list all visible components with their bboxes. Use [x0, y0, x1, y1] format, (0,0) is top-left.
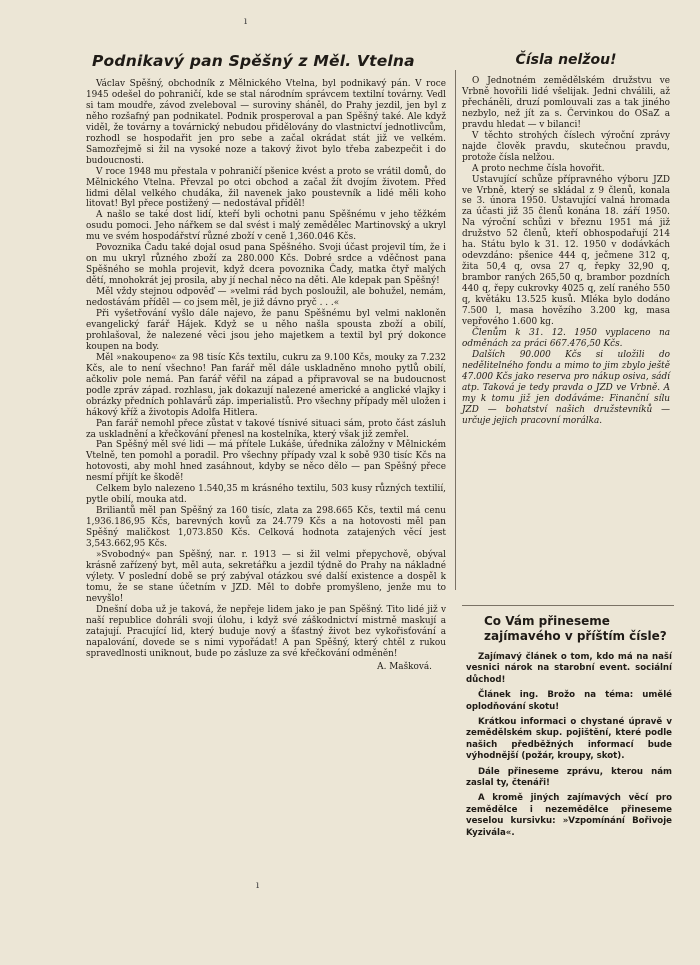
left-paragraph: »Svobodný« pan Spěšný, nar. r. 1913 — si žil velmi přepychově, obýval krásně zařízený byt, měl auta, sekretářku a jezdil týdně do Prahy na nákladné výlety. V poslední době se prý zabýval otázkou své další existence a dospěl k tomu, že se stane účetním v JZD. Měl to dobře promyšleno, jenže mu to nevyšlo! [86, 549, 446, 604]
left-paragraph: Povoznika Čadu také dojal osud pana Spěšného. Svoji účast projevil tím, že i on mu ukryl různého zboží za 280.000 Kčs. Dobré srdce a vděčnost pana Spěšného se mohla projevit, když dcera povoznika Čady, matka čtyř malých dětí, mnohokrát jej prosila, aby jí nechal něco na děti. Ale kdepak pan Spěšný! [86, 243, 446, 287]
left-paragraph: Dnešní doba už je taková, že nepřeje lidem jako je pan Spěšný. Tito lidé již v naší republice dohráli svoji úlohu, i když své záškodnictví mistrně maskují a zatajují. Pracující lid, který buduje nový a šťastný život bez vykořisťování a napalování, dovede se s nimi vypořádat! A pan Spěšný, který chtěl z rukou spravedlnosti uniknout, bude po zásluze za své křečkování odměněn! [86, 604, 446, 659]
right-italic-paragraph: Členům k 31. 12. 1950 vyplaceno na odměnách za práci 667.476,50 Kčs. [462, 327, 670, 349]
left-paragraph: V roce 1948 mu přestala v pohraničí pšenice kvést a proto se vrátil domů, do Mělnického Vtelna. Převzal po otci obchod a začal žít dvojím životem. Před lidmi dělal velkého chudáka, žil navenek jako poustevník a lidé měli koho litovat! Byl přece postižený — nedostával přiděl! [86, 166, 446, 210]
left-paragraph: Měl vždy stejnou odpověď — »velmi rád bych posloužil, ale bohužel, nemám, nedostávám příděl — co jsem měl, je již dávno pryč . . .« [86, 287, 446, 309]
right-paragraph: Ustavující schůze přípravného výboru JZD ve Vrbně, který se skládal z 9 členů, konala se 3. února 1950. Ustavující valná hromada za účasti již 35 členů konána 18. září 1950. Na výroční schůzi v březnu 1951 má již družstvo 52 členů, kteří obhospodařují 214 ha. Státu bylo k 31. 12. 1950 v dodávkách odevzdáno: pšenice 444 q, ječmene 312 q, žita 50,4 q, ovsa 27 q, řepky 32,90 q, brambor raných 265,50 q, brambor pozdních 440 q, řepy cukrovky 4025 q, zelí raného 550 q, květáku 13.525 kusů. Mléka bylo dodáno 7.500 l, masa hovězího 3.200 kg, masa vepřového 1.600 kg. [462, 174, 670, 327]
section-divider [462, 605, 674, 606]
article-signature: A. Mašková. [377, 661, 432, 672]
left-paragraph: Při vyšetřování vyšlo dále najevo, že panu Spěšnému byl velmi nakloněn evangelický farář Hájek. Když se u něho našla spousta zboží a obilí, prohlašoval, že nalezené věci jsou jeho majetkem a textil byl prý dokonce koupen na body. [86, 309, 446, 352]
left-paragraph: Měl »nakoupeno« za 98 tisíc Kčs textilu, cukru za 9.100 Kčs, mouky za 7.232 Kčs, ale to není všechno! Pan farář měl dále uskladněno mnoho pytlů obilí, ačkoliv pole nemá. Pan farář věřil na západ a připravoval se na budoucnost podle zpráv západ. rozhlasu, jak dokazují nalezené americké a anglické vlajky i obrázky předních pohlavárů záp. imperialistů. Pro všechny případy měl uložen i hákový kříž a životopis Adolfa Hitlera. [86, 352, 446, 418]
right-italic-paragraph: Dalších 90.000 Kčs si uložili do nedělitelného fondu a mimo to jim zbylo ještě 47.000 Kčs jako reserva pro nákup osiva, sádí atp. Taková je tedy pravda o JZD ve Vrbně. A my k tomu již jen dodáváme: Finanční sílu JZD — bohatství našich družstevníků — určuje jejich pracovní morálka. [462, 349, 670, 426]
next-issue-title: Co Vám přineseme zajímavého v příštím čísle? [484, 614, 667, 643]
next-issue-item: Zajímavý článek o tom, kdo má na naší vesnici nárok na starobní event. sociální důchod! [466, 652, 672, 685]
left-paragraph: Pan Spěšný měl své lidi — má přítele Lukáše, úřednika záložny v Mělnickém Vtelně, ten pomohl a poradil. Pro všechny případy vzal k sobě 930 tisíc Kčs na hotovosti, aby mohl hned zasáhnout, kdyby se něco dělo — pan Spěšný přece nesmí přijít ke škodě! [86, 440, 446, 484]
left-paragraph: Václav Spěšný, obchodník z Mělnického Vtelna, byl podnikavý pán. V roce 1945 odešel do pohraničí, kde se stal národním správcem textilní továrny. Vedl si tam moudře, závod zveleboval — suroviny sháněl, do Prahy jezdil, jen byl z něho rozšafný pan podnikatel. Podnik prosperoval a pan Spěšný také. Ale když viděl, že továrny a továrnický nebudou přidělovány do vlastnictví jednotlivcům, rozhodl se hospodařit jen pro sebe a začal okrádat stát již ve velkém. Samozřejmě si žil na vysoké noze a takový život bylo třeba zabezpečit i do budoucnosti. [86, 79, 446, 166]
print-mark: ı [244, 16, 248, 27]
next-issue-box [466, 614, 672, 843]
right-article [462, 52, 670, 427]
left-paragraph: A našlo se také dost lidí, kteří byli ochotni panu Spěšnému v jeho těžkém osudu pomoci. Jeho nářkem se dal svést i malý zemědělec Martinovský a ukryl mu ve svém hospodářství různé zboží v ceně 1,360.046 Kčs. [86, 210, 446, 243]
right-paragraph: V těchto strohých číslech výroční zprávy najde člověk pravdu, skutečnou pravdu, protože čísla nelžou. [462, 130, 670, 163]
left-paragraph: Pan farář nemohl přece zůstat v takové tísnivé situaci sám, proto část zásluh za uskladnění a křečkování přenesl na kostelníka, který však již zemřel. [86, 418, 446, 440]
next-issue-item: Článek ing. Brožo na téma: umělé oplodňování skotu! [466, 690, 672, 712]
next-issue-item: Dále přineseme zprávu, kterou nám zaslal ty, čtenáři! [466, 766, 672, 789]
print-mark: ı [256, 880, 260, 891]
right-paragraph: O Jednotném zemědělském družstvu ve Vrbně hovořili lidé všelijak. Jedni chválili, až přecháněli, druzí pomlouvali zas a tak jiného nezbylo, než jít za s. Červinkou do OSaZ a pravdu hledat — v bilanci! [462, 76, 670, 130]
next-issue-item: A kromě jiných zajímavých věcí pro zemědělce i nezemědělce přineseme veselou kursivku: »Vzpomínání Bořivoje Kyzivála«. [466, 793, 672, 838]
left-article-title: Podnikavý pan Spěšný z Měl. Vtelna [92, 52, 415, 70]
right-paragraph: A proto nechme čísla hovořit. [472, 163, 605, 174]
left-paragraph: Briliantů měl pan Spěšný za 160 tisíc, zlata za 298.665 Kčs, textil má cenu 1,936.186,95 Kčs, barevných kovů za 24.779 Kčs a na hotovosti měl pan Spěšný maličkost 1,073.850 Kčs. Celková hodnota zatajených věcí jest 3,543.662,95 Kčs. [86, 506, 446, 550]
left-article [86, 52, 446, 672]
right-article-title: Čísla nelžou! [515, 52, 617, 68]
left-paragraph: Celkem bylo nalezeno 1.540,35 m krásného textilu, 503 kusy různých textilií, pytle obilí, mouka atd. [86, 484, 446, 506]
next-issue-item: Krátkou informaci o chystané úpravě v zemědělském skup. pojištění, které podle našich předběžných informací bude výhodnější (požár, kroupy, skot). [466, 717, 672, 762]
column-divider [455, 70, 456, 590]
